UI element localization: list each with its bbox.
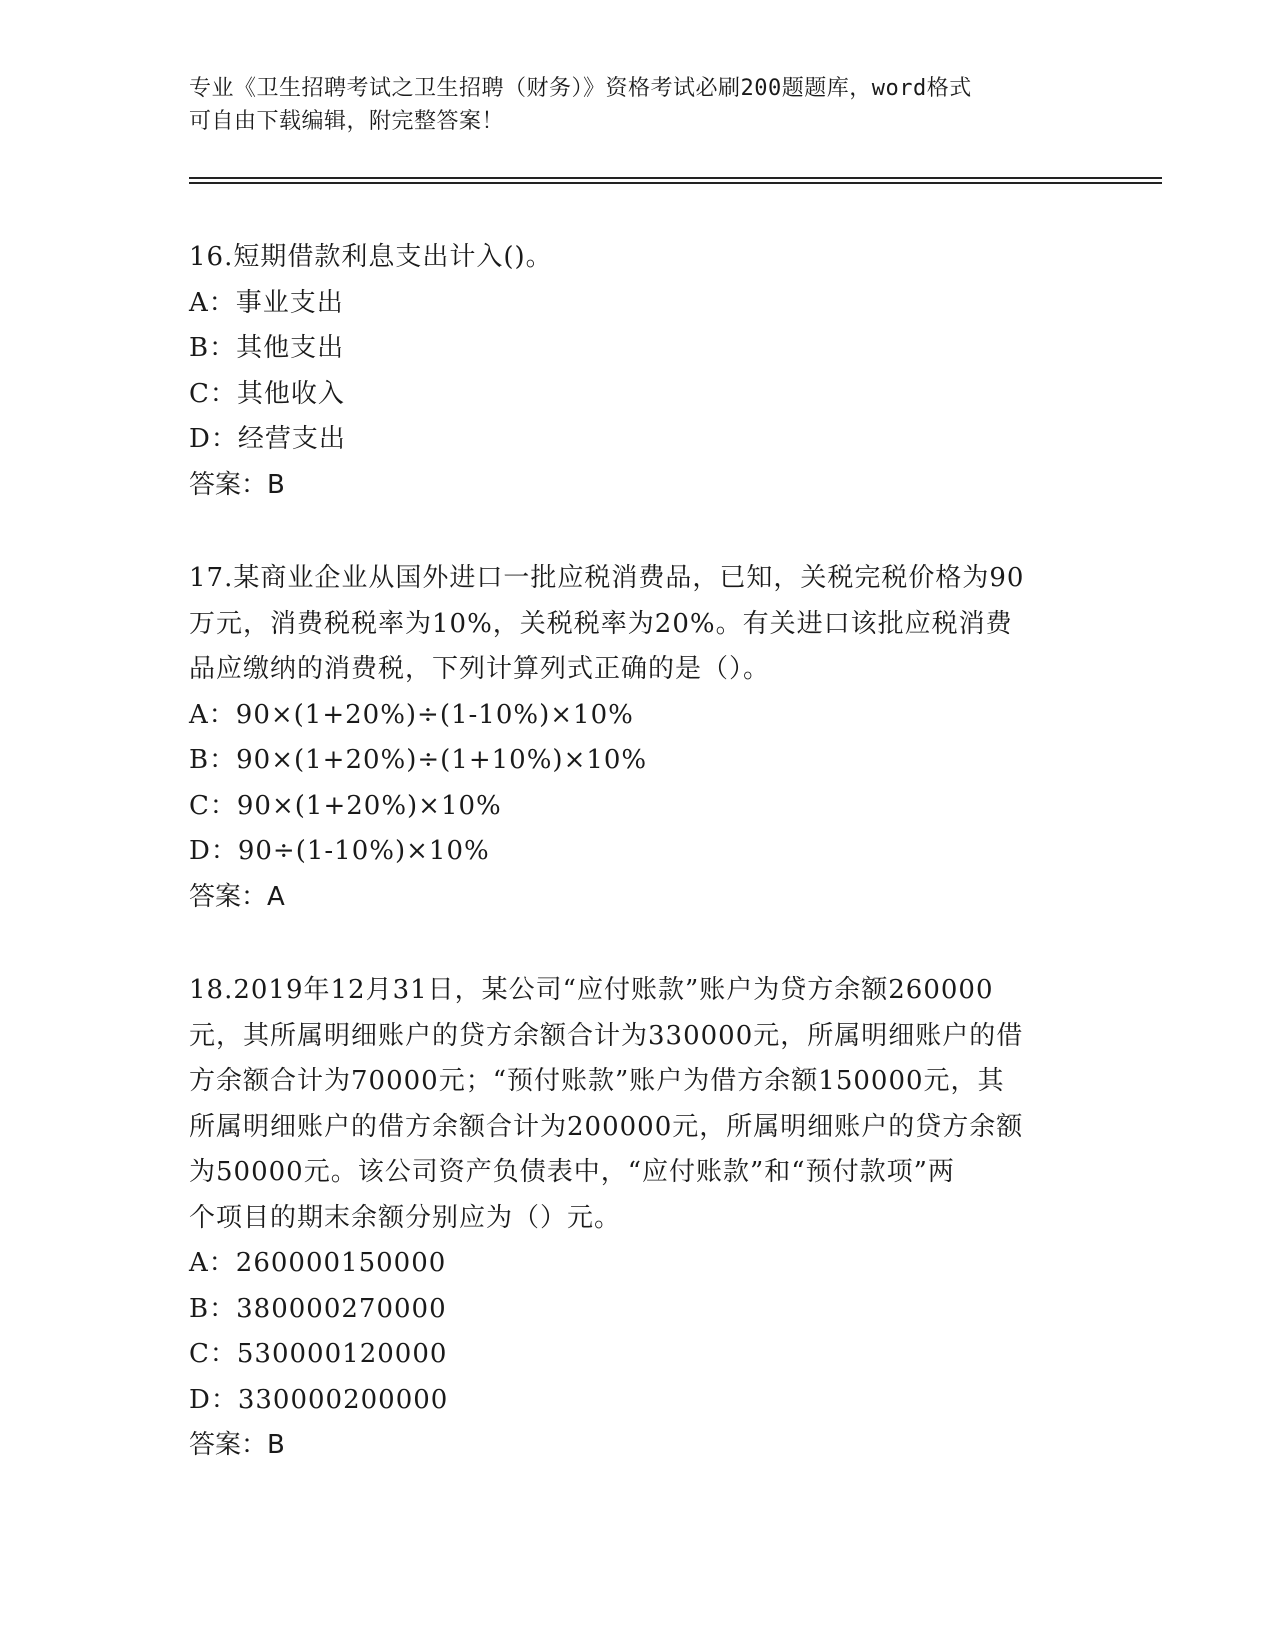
question-17 bbox=[189, 556, 1089, 920]
question-stem: 17.某商业企业从国外进口一批应税消费品，已知，关税完税价格为90 bbox=[189, 563, 1025, 593]
question-stem: 元，其所属明细账户的贷方余额合计为330000元，所属明细账户的借 bbox=[189, 1020, 1024, 1051]
question-18 bbox=[189, 968, 1089, 1469]
question-stem: 18.2019年12月31日，某公司“应付账款”账户为贷方余额260000 bbox=[189, 975, 994, 1005]
question-stem: 个项目的期末余额分别应为（）元。 bbox=[189, 1202, 622, 1233]
header-line-1: 专业《卫生招聘考试之卫生招聘（财务）》资格考试必刷200题题库，word格式 bbox=[189, 76, 972, 101]
option-b: B：380000270000 bbox=[189, 1293, 447, 1324]
question-16 bbox=[189, 235, 1089, 508]
option-c: C：530000120000 bbox=[189, 1339, 448, 1369]
question-stem: 方余额合计为70000元；“预付账款”账户为借方余额150000元，其 bbox=[189, 1066, 1005, 1096]
option-c: C：其他收入 bbox=[189, 378, 345, 409]
option-c: C：90×(1+20%)×10% bbox=[189, 790, 502, 821]
answer-line: 答案：A bbox=[189, 881, 285, 912]
question-stem: 万元，消费税税率为10%，关税税率为20%。有关进口该批应税消费 bbox=[189, 608, 1013, 639]
document-header bbox=[189, 72, 1089, 138]
option-b: B：其他支出 bbox=[189, 333, 345, 363]
question-stem: 为50000元。该公司资产负债表中，“应付账款”和“预付款项”两 bbox=[189, 1157, 955, 1187]
answer-line: 答案：B bbox=[189, 469, 285, 500]
option-b: B：90×(1+20%)÷(1+10%)×10% bbox=[189, 745, 648, 775]
header-divider-bottom bbox=[189, 182, 1162, 184]
option-d: D：330000200000 bbox=[189, 1384, 449, 1415]
option-a: A：90×(1+20%)÷(1-10%)×10% bbox=[189, 699, 634, 730]
answer-line: 答案：B bbox=[189, 1430, 285, 1460]
question-stem: 所属明细账户的借方余额合计为200000元，所属明细账户的贷方余额 bbox=[189, 1111, 1024, 1142]
option-a: A：事业支出 bbox=[189, 287, 344, 318]
header-line-2: 可自由下载编辑，附完整答案！ bbox=[189, 109, 505, 134]
option-d: D：经营支出 bbox=[189, 424, 346, 454]
option-d: D：90÷(1-10%)×10% bbox=[189, 836, 490, 866]
option-a: A：260000150000 bbox=[189, 1248, 447, 1278]
question-stem: 16.短期借款利息支出计入()。 bbox=[189, 242, 553, 272]
question-stem: 品应缴纳的消费税，下列计算列式正确的是（）。 bbox=[189, 654, 771, 684]
header-divider-top bbox=[189, 177, 1162, 179]
